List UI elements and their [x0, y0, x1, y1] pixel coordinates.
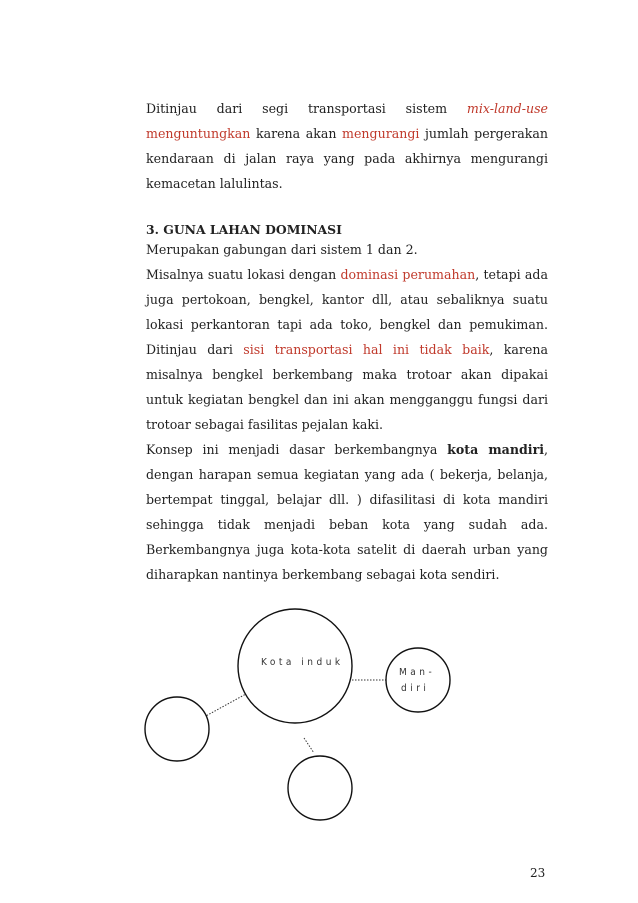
p1-term-menguntungkan: menguntungkan [146, 126, 251, 141]
satellite-label-line1: Man- [399, 667, 436, 678]
p2-term-sisi-transportasi: sisi transportasi hal ini tidak baik [243, 342, 490, 357]
connector-bottom [304, 738, 314, 753]
p2-text-1: Merupakan gabungan dari sistem 1 dan 2. [146, 242, 418, 257]
p2-text-3: , tetapi ada juga pertokoan, bengkel, kantor dll, atau sebaliknya suatu lokasi perkantoran tapi ada toko, bengkel dan pemukiman. Ditinjau dari [146, 267, 548, 357]
satellite-city-circle [386, 648, 450, 712]
bottom-city-circle [288, 756, 352, 820]
main-city-label: Kota induk [261, 657, 344, 668]
p1-text-3: karena akan [250, 126, 343, 141]
paragraph-kota-mandiri [146, 437, 548, 587]
page-number: 23 [530, 866, 546, 880]
p2-text-4: , karena misalnya bengkel berkembang maka trotoar akan dipakai untuk kegiatan bengkel dan ini akan mengganggu fungsi dari trotoar sebagai fasilitas pejalan kaki. [146, 342, 548, 432]
p1-text-1: Ditinjau dari segi transportasi sistem [146, 101, 467, 116]
p1-text-4: jumlah pergerakan kendaraan di jalan raya yang pada akhirnya mengurangi kemacetan lalulintas. [146, 126, 548, 191]
p1-term-mix-land-use: mix-land-use [466, 101, 548, 116]
p3-text-2: , dengan harapan semua kegiatan yang ada ( bekerja, belanja, bertempat tinggal, belajar dll. ) difasilitasi di kota mandiri sehingga tidak menjadi beban kota yang sudah ada. Berkembangnya juga kota-kota satelit di daerah urban yang diharapkan nantinya berkembang sebagai kota sendiri. [146, 442, 548, 582]
satellite-label-line2: diri [401, 683, 430, 694]
paragraph-dominance [146, 237, 548, 437]
p2-text-2: Misalnya suatu lokasi dengan [146, 267, 341, 282]
p3-term-kota-mandiri: kota mandiri [447, 442, 544, 457]
p3-text-1: Konsep ini menjadi dasar berkembangnya [146, 442, 448, 457]
paragraph-transportation [146, 96, 548, 196]
p1-term-mengurangi: mengurangi [342, 126, 420, 141]
section-heading: 3. GUNA LAHAN DOMINASI [146, 222, 342, 237]
p2-term-dominasi-perumahan: dominasi perumahan [340, 267, 476, 282]
city-diagram [0, 600, 638, 840]
left-city-circle [145, 697, 209, 761]
